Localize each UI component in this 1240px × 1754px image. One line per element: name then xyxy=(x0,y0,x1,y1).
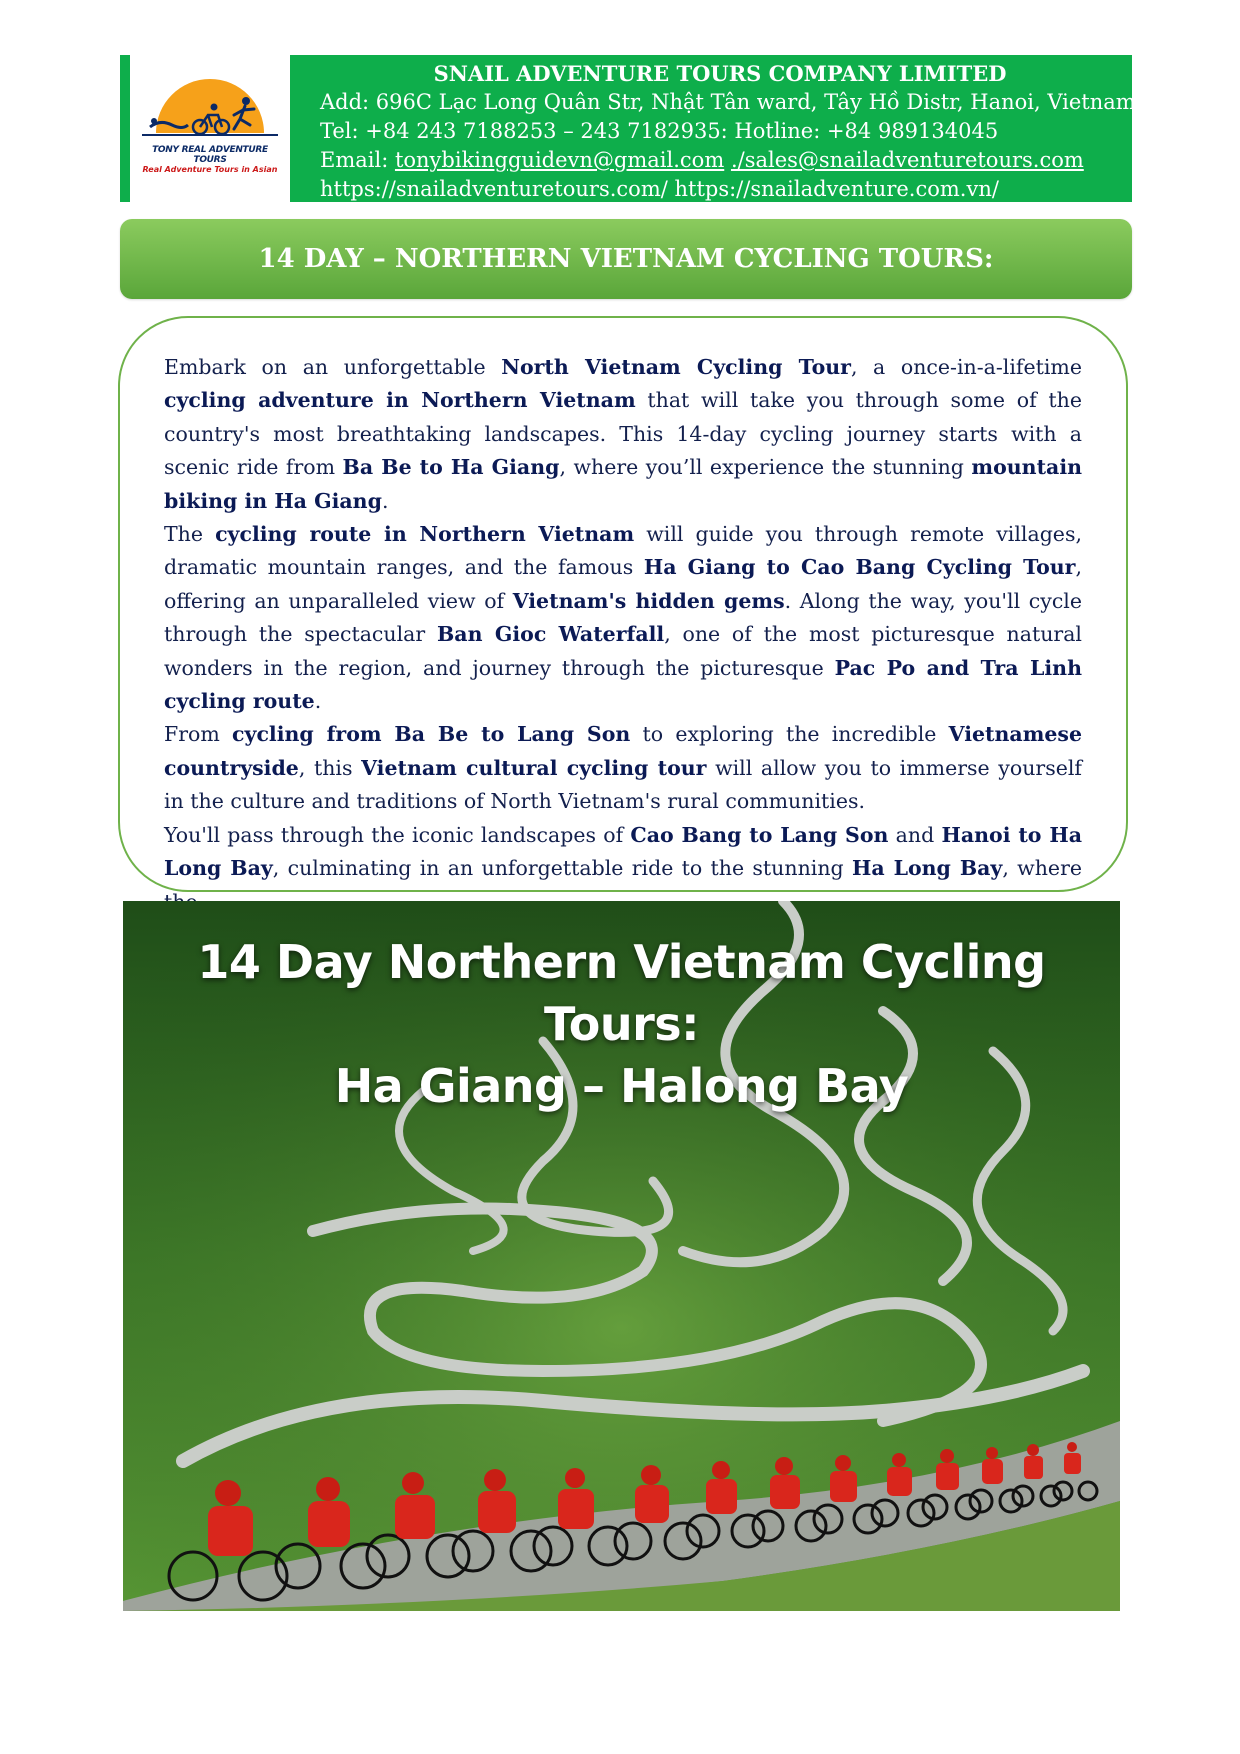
bold-keyword: Hanoi to Ha Long Bay xyxy=(164,822,1082,881)
company-name: SNAIL ADVENTURE TOURS COMPANY LIMITED xyxy=(433,61,1007,86)
paragraph-text: , offering an unparalleled view of xyxy=(164,555,1082,613)
bold-keyword: North Vietnam Cycling Tour xyxy=(501,355,851,379)
intro-paragraph xyxy=(164,718,1082,818)
bold-keyword: mountain biking in Ha Giang xyxy=(164,455,1083,513)
tour-title: 14 DAY – NORTHERN VIETNAM CYCLING TOURS: xyxy=(258,244,994,274)
email-link-1[interactable]: tonybikingguidevn@gmail.com xyxy=(394,148,725,172)
paragraph-text: , where xyxy=(1002,856,1082,881)
paragraph-text: , culminating in an unforgettable ride to the stunning xyxy=(272,856,852,881)
paragraph-text: The xyxy=(164,522,216,547)
banner-title xyxy=(123,931,1120,1117)
paragraph-text: will guide you through remote villages, dramatic mountain ranges, and the famous xyxy=(164,522,1082,580)
paragraph-text: . Along the way, you'll cycle through the spectacular xyxy=(164,588,1082,647)
email-prefix: Email: xyxy=(320,148,395,172)
company-logo xyxy=(130,55,290,202)
bold-keyword: Ha Giang to Cao Bang Cycling Tour xyxy=(643,555,1076,580)
paragraph-text: . xyxy=(314,689,322,714)
paragraph-text: , a once-in-a-lifetime xyxy=(850,355,1082,379)
cyclist-sun-icon xyxy=(142,75,278,147)
bold-keyword: Cao Bang to Lang Son xyxy=(630,822,889,847)
paragraph-text: , where you’ll experience the stunning xyxy=(559,455,972,480)
paragraph-text: will allow you to immerse yourself in the culture and traditions of North Vietnam's rural communities. xyxy=(164,755,1082,814)
bold-keyword: Ha Long Bay xyxy=(851,856,1003,881)
letterhead xyxy=(120,55,1136,202)
paragraph-text: , this xyxy=(298,755,362,780)
bold-keyword: cycling route in Northern Vietnam xyxy=(215,522,635,547)
bold-keyword: Vietnam's hidden gems xyxy=(512,588,785,613)
logo-name: TONY REAL ADVENTURE TOURS xyxy=(152,145,268,165)
bold-keyword: cycling adventure in Northern Vietnam xyxy=(164,388,636,413)
paragraph-text: From xyxy=(164,722,233,747)
paragraph-text: . xyxy=(381,488,389,513)
email-link-2[interactable]: ./sales@snailadventuretours.com xyxy=(730,148,1084,172)
paragraph-text: to exploring the incredible xyxy=(630,722,949,747)
paragraph-text: that will take you through some of the country's most breathtaking landscapes. This 14-day cycling journey starts with a scenic ride from xyxy=(164,388,1082,480)
bold-keyword: Pac Po and Tra Linh cycling route xyxy=(164,655,1082,714)
bold-keyword: Ba Be to Ha Giang xyxy=(342,455,560,480)
bold-keyword: Vietnamese countryside xyxy=(164,722,1083,780)
bold-keyword: Ban Gioc Waterfall xyxy=(436,622,665,647)
intro-box xyxy=(118,316,1128,892)
company-info xyxy=(320,59,1136,204)
bold-keyword: cycling from Ba Be to Lang Son xyxy=(232,722,631,747)
tour-banner-image xyxy=(123,901,1120,1611)
company-phone: Tel: +84 243 7188253 – 243 7182935: Hotline: +84 989134045 xyxy=(320,119,999,143)
company-websites[interactable]: https://snailadventuretours.com/ https://snailadventure.com.vn/ xyxy=(320,177,999,201)
intro-paragraph xyxy=(164,518,1082,718)
banner-title-line-1: 14 Day Northern Vietnam Cycling Tours: xyxy=(197,935,1046,1051)
bold-keyword: Vietnam cultural cycling tour xyxy=(361,755,707,780)
logo-slogan: Real Adventure Tours in Asian xyxy=(142,165,278,174)
company-email-line xyxy=(320,146,1120,175)
paragraph-text: Embark on an unforgettable xyxy=(164,355,502,379)
banner-title-line-2: Ha Giang – Halong Bay xyxy=(334,1059,909,1113)
tour-title-bar xyxy=(120,219,1132,299)
paragraph-text: and xyxy=(888,822,942,847)
paragraph-text: , one of the most picturesque natural wonders in the region, and journey through the picturesque xyxy=(164,622,1082,680)
paragraph-text: You'll pass through the iconic landscapes of xyxy=(164,822,631,847)
intro-paragraph xyxy=(164,351,1082,518)
intro-text xyxy=(164,351,1082,919)
company-address: Add: 696C Lạc Long Quân Str, Nhật Tân ward, Tây Hồ Distr, Hanoi, Vietnam xyxy=(320,90,1136,114)
